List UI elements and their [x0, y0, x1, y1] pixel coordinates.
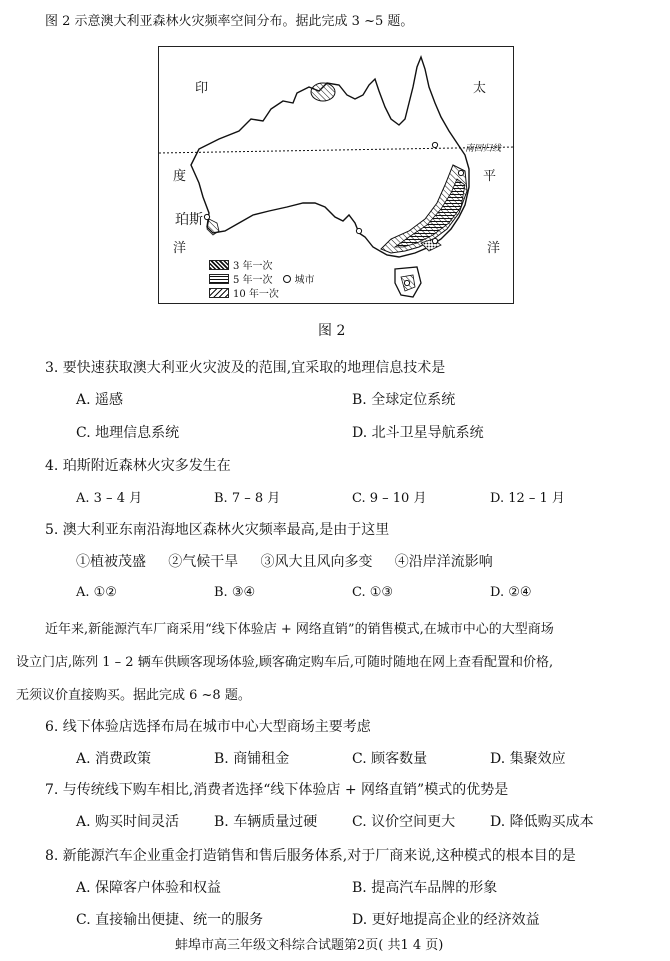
q6-option-a: A. 消费政策: [76, 751, 152, 767]
q3-option-b: B. 全球定位系统: [352, 392, 456, 408]
label-india-ocean-3: 洋: [173, 241, 187, 256]
q8-option-c: C. 直接输出便捷、统一的服务: [76, 912, 264, 928]
q7-stem: 7. 与传统线下购车相比,消费者选择“线下体验店 + 网络直销”模式的优势是: [45, 782, 509, 798]
q8-option-b: B. 提高汽车品牌的形象: [352, 880, 498, 896]
q7-option-c: C. 议价空间更大: [352, 814, 456, 830]
city-marker: [204, 214, 209, 219]
q5-statements: ①植被茂盛 ②气候干旱 ③风大且风向多变 ④沿岸洋流影响: [76, 554, 493, 570]
label-pacific-3: 洋: [487, 241, 501, 256]
label-india-ocean-1: 印: [195, 81, 209, 96]
city-marker: [432, 238, 437, 243]
city-dot-icon: [283, 275, 291, 283]
legend-swatch-5yr: [209, 274, 229, 284]
intro2-line3: 无须议价直接购买。据此完成 6 ~8 题。: [16, 688, 251, 703]
city-marker: [404, 280, 409, 285]
legend-5yr: 5 年一次 城市: [209, 271, 315, 286]
intro-text-fig2: 图 2 示意澳大利亚森林火灾频率空间分布。据此完成 3 ~5 题。: [45, 14, 414, 29]
q8-option-d: D. 更好地提高企业的经济效益: [352, 912, 540, 928]
label-india-ocean-2: 度: [173, 169, 187, 184]
figure-caption: 图 2: [318, 323, 346, 339]
q6-option-b: B. 商铺租金: [214, 751, 290, 767]
q6-stem: 6. 线下体验店选择布局在城市中心大型商场主要考虑: [45, 719, 371, 735]
label-pacific-1: 太: [473, 81, 487, 96]
q3-stem: 3. 要快速获取澳大利亚火灾波及的范围,宜采取的地理信息技术是: [45, 360, 446, 376]
q4-option-a: A. 3 – 4 月: [76, 491, 143, 506]
q4-option-c: C. 9 – 10 月: [352, 491, 427, 506]
q4-option-b: B. 7 – 8 月: [214, 491, 281, 506]
australia-fire-map: [158, 46, 514, 304]
label-pacific-2: 平: [483, 169, 497, 184]
q6-option-d: D. 集聚效应: [490, 751, 566, 767]
q7-option-b: B. 车辆质量过硬: [214, 814, 318, 830]
q5-stem: 5. 澳大利亚东南沿海地区森林火灾频率最高,是由于这里: [45, 522, 390, 538]
q5-option-b: B. ③④: [214, 585, 256, 600]
q8-option-a: A. 保障客户体验和权益: [76, 880, 222, 896]
gulf-feature: [311, 83, 335, 101]
label-tropic: 南回归线: [465, 144, 502, 154]
q4-stem: 4. 珀斯附近森林火灾多发生在: [45, 458, 231, 474]
q5-option-d: D. ②④: [490, 585, 532, 600]
city-marker: [356, 228, 361, 233]
q3-option-c: C. 地理信息系统: [76, 425, 180, 441]
city-marker: [458, 170, 463, 175]
legend-swatch-10yr: [209, 288, 229, 298]
q7-option-a: A. 购买时间灵活: [76, 814, 180, 830]
page-footer: 蚌埠市高三年级文科综合试题第2页( 共1 4 页): [175, 938, 444, 953]
legend-3yr: 3 年一次: [209, 257, 273, 272]
q3-option-d: D. 北斗卫星导航系统: [352, 425, 484, 441]
q8-stem: 8. 新能源汽车企业重金打造销售和售后服务体系,对于厂商来说,这种模式的根本目的是: [45, 848, 576, 864]
legend-swatch-3yr: [209, 260, 229, 270]
intro2-line1: 近年来,新能源汽车厂商采用“线下体验店 + 网络直销”的销售模式,在城市中心的大型商场: [45, 622, 554, 637]
q4-option-d: D. 12 – 1 月: [490, 491, 565, 506]
q7-option-d: D. 降低购买成本: [490, 814, 594, 830]
label-perth: 珀斯: [175, 212, 203, 228]
city-marker: [432, 142, 437, 147]
q5-option-c: C. ①③: [352, 585, 394, 600]
legend-10yr: 10 年一次: [209, 285, 279, 300]
intro2-line2: 设立门店,陈列 1 – 2 辆车供顾客现场体验,顾客确定购车后,可随时随地在网上查看配置和价格,: [16, 655, 554, 670]
q6-option-c: C. 顾客数量: [352, 751, 428, 767]
q3-option-a: A. 遥感: [76, 392, 124, 408]
q5-option-a: A. ①②: [76, 585, 117, 600]
